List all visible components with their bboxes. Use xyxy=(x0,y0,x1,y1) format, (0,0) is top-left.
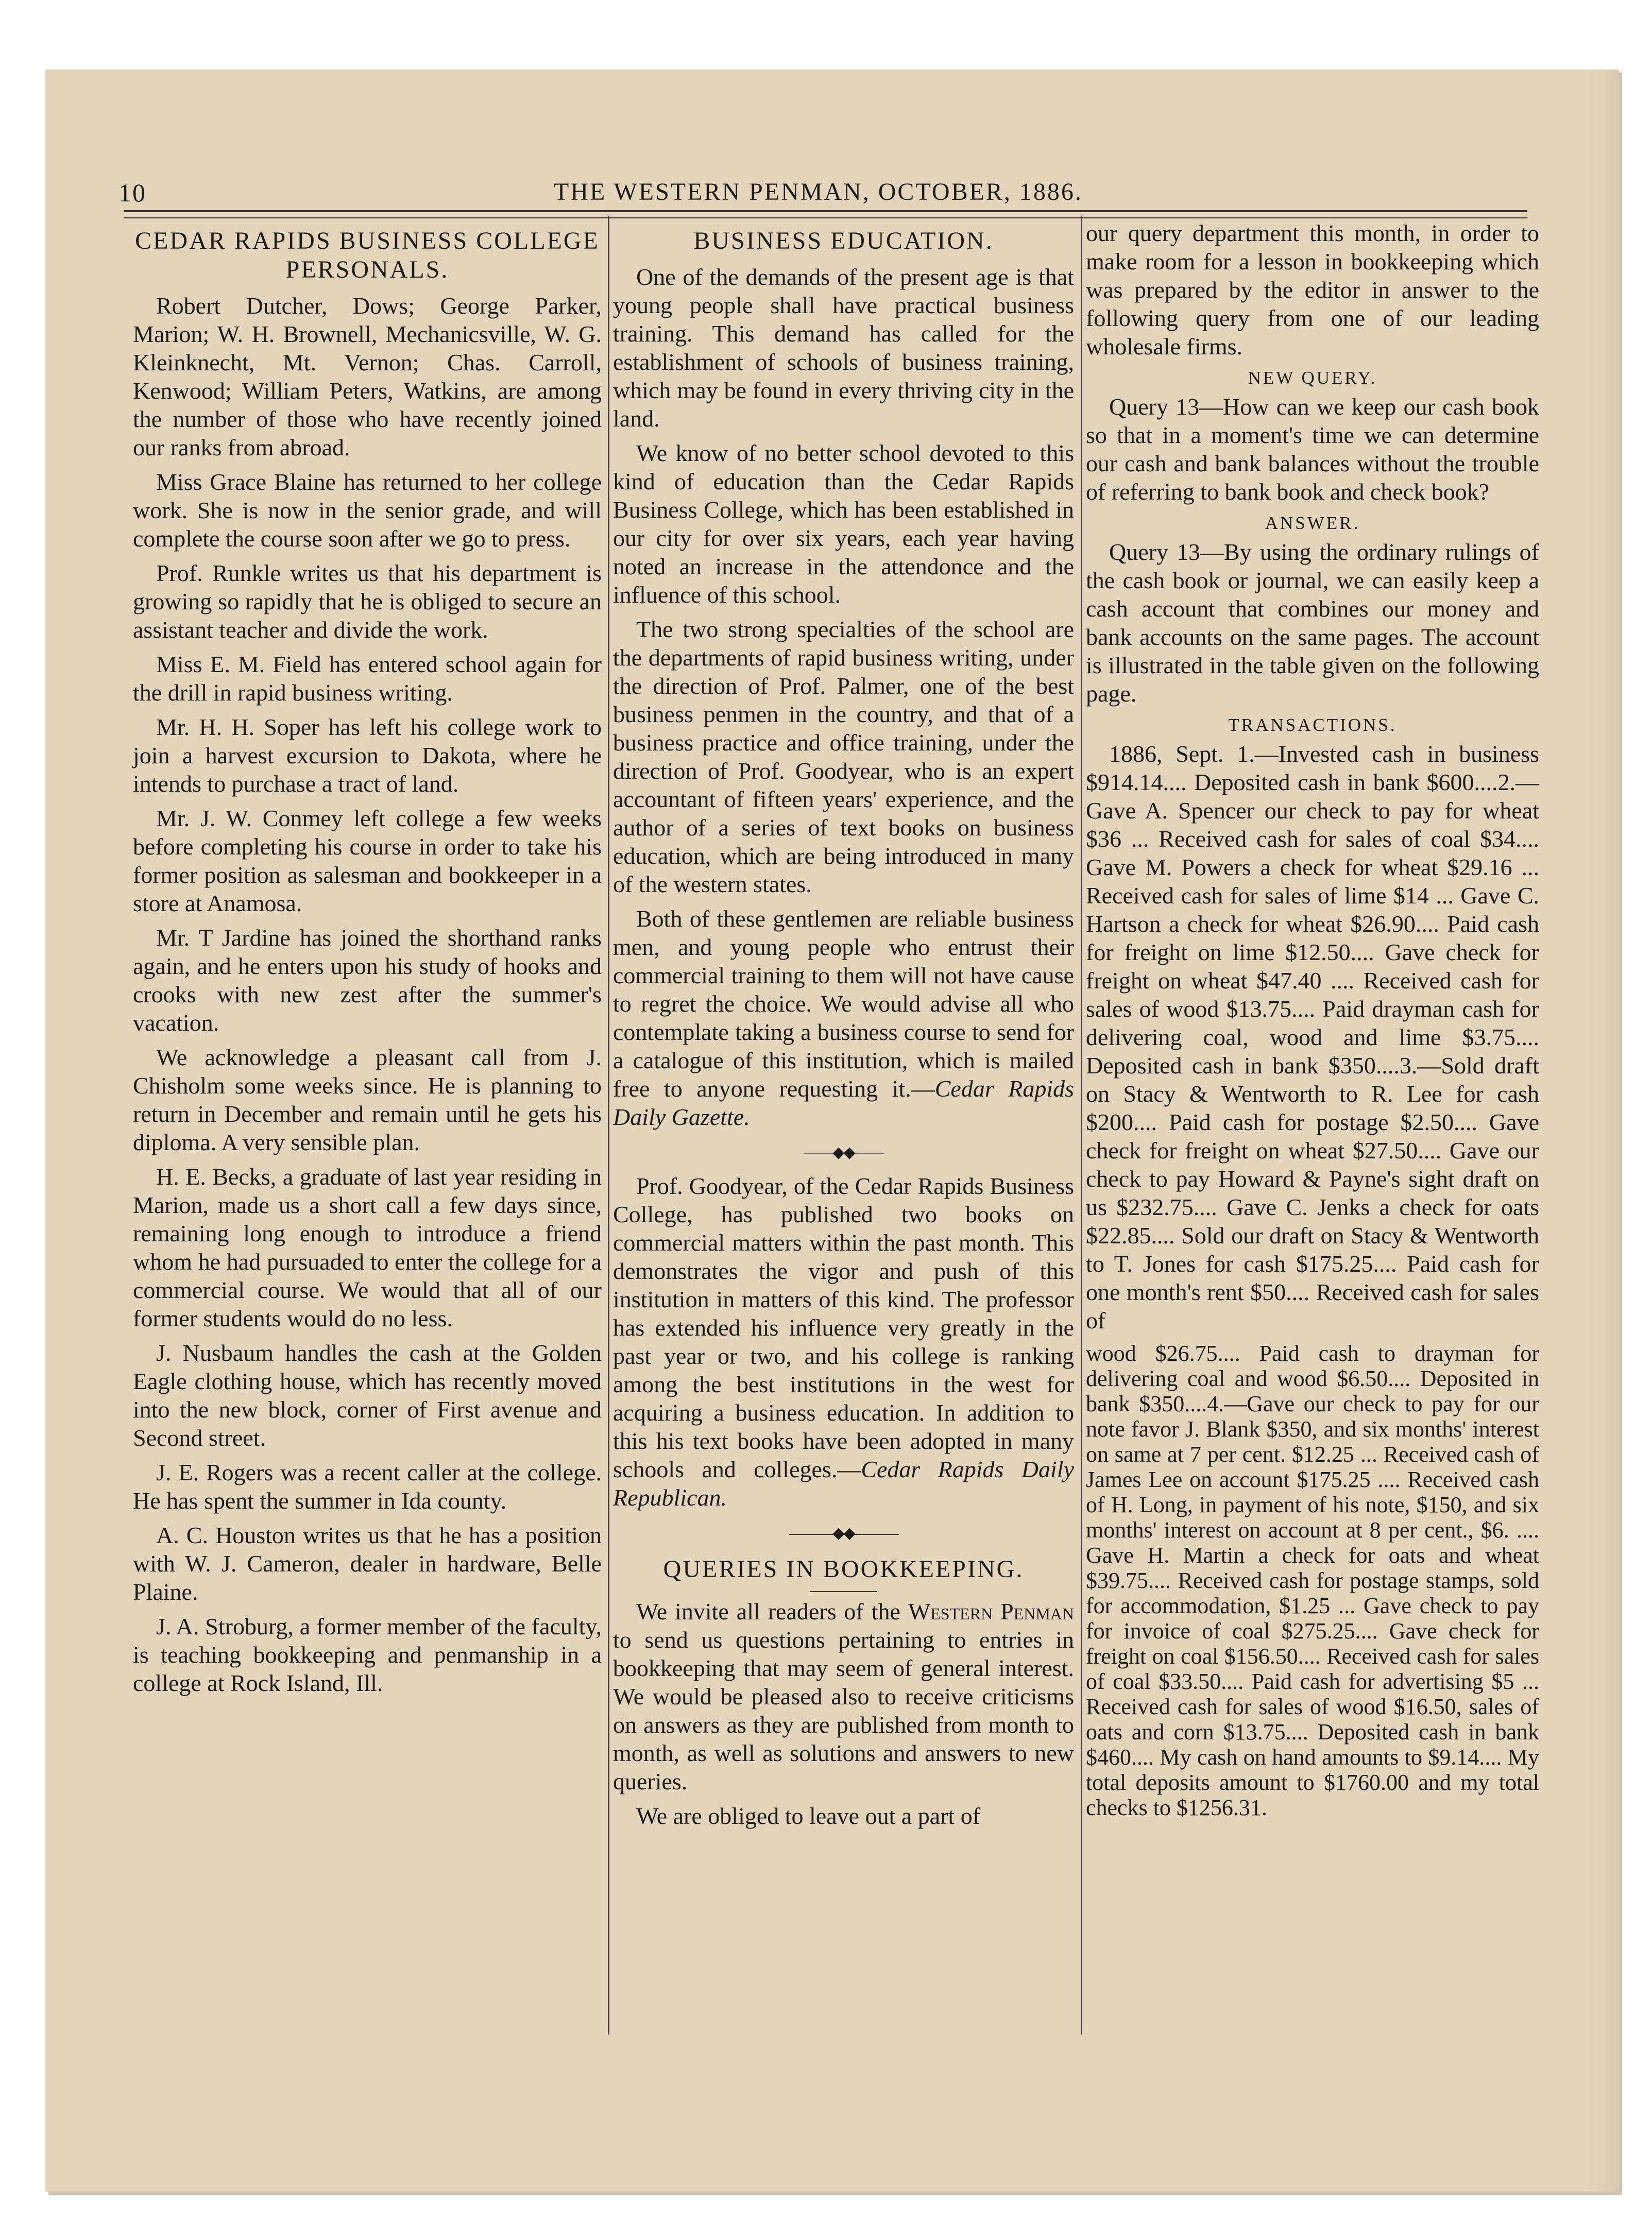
column-personals xyxy=(133,219,602,1703)
paragraph: Mr. H. H. Soper has left his college work to join a harvest excursion to Dakota, where he intends to purchase a tract of land. xyxy=(133,714,602,797)
paragraph: J. A. Stroburg, a former member of the faculty, is teaching bookkeeping and penmanship in a college at Rock Island, Ill. xyxy=(133,1613,602,1696)
paragraph: Query 13—How can we keep our cash book so that in a moment's time we can determine our cash and bank balances without the trouble of referring to bank book and check book? xyxy=(1086,394,1539,505)
paragraph: One of the demands of the present age is that young people shall have practical business training. This demand has called for the establishment of schools of business training, which may be found in every thriving city in the land. xyxy=(613,264,1074,432)
column-business-education xyxy=(613,219,1074,1836)
headline-personals: CEDAR RAPIDS BUSINESS COLLEGE PERSONALS. xyxy=(135,227,600,283)
label-answer: ANSWER. xyxy=(1265,513,1360,533)
paragraph: H. E. Becks, a graduate of last year residing in Marion, made us a short call a few days since, remaining long enough to introduce a friend whom he had pursuaded to enter the college for a commercial course. We would that all of our former students would do no less. xyxy=(133,1164,602,1331)
paragraph: Both of these gentlemen are reliable business men, and young people who entrust their commercial training to them will not have cause to regret the choice. We would advise all who contemplate taking a business course to send for a catalogue of this institution, which is mailed free to anyone requesting it.—Cedar Rapids Daily Gazette. xyxy=(613,905,1075,1130)
paragraph: J. Nusbaum handles the cash at the Golden Eagle clothing house, which has recently moved into the new block, corner of First avenue and Second street. xyxy=(133,1340,602,1451)
paragraph-text: We invite all readers of the xyxy=(636,1598,900,1625)
paragraph: Prof. Goodyear, of the Cedar Rapids Business College, has published two books on commercial matters within the past month. This demonstrates the vigor and push of this institution in matters of this kind. The professor has extended his influence very greatly in the past year or two, and his college is ranking among the best institutions in the west for acquiring a business education. In addition to this his text books have been adopted in many schools and colleges.—Cedar Rapids Daily Republican. xyxy=(613,1173,1074,1511)
paragraph: Robert Dutcher, Dows; George Parker, Marion; W. H. Brownell, Mechanicsville, W. G. Kleinknecht, Mt. Vernon; Chas. Carroll, Kenwood; William Peters, Watkins, are among the number of those who have recently joined our ranks from abroad. xyxy=(133,293,602,460)
column-queries-continued xyxy=(1086,219,1539,1826)
short-rule xyxy=(810,1591,877,1592)
paragraph: J. E. Rogers was a recent caller at the college. He has spent the summer in Ida county. xyxy=(133,1459,602,1514)
ornament-divider: ——◆◆—— xyxy=(804,1144,883,1161)
attribution-republican: Cedar Rapids Daily Republican. xyxy=(613,1456,1074,1511)
page-number: 10 xyxy=(118,178,146,207)
paragraph: We acknowledge a pleasant call from J. Chisholm some weeks since. He is planning to return in December and remain until he gets his diploma. A very sensible plan. xyxy=(133,1044,602,1155)
label-new-query: NEW QUERY. xyxy=(1248,368,1377,388)
ornament-divider: ———◆◆——— xyxy=(789,1525,898,1542)
headline-queries: QUERIES IN BOOKKEEPING. xyxy=(663,1556,1024,1583)
paragraph: We know of no better school devoted to this kind of education than the Cedar Rapids Business College, which has been established in our city for over six years, each year having noted an increase in the attendonce and the influence of this school. xyxy=(613,440,1074,608)
page-header xyxy=(118,106,1525,207)
paragraph: We are obliged to leave out a part of xyxy=(636,1803,981,1829)
headline-business-education: BUSINESS EDUCATION. xyxy=(693,227,994,254)
paragraph: Mr. J. W. Conmey left college a few weeks before completing his course in order to take his former position as salesman and bookkeeper in a store at Anamosa. xyxy=(133,805,602,916)
paragraph: The two strong specialties of the school are the departments of rapid business writing, under the direction of Prof. Palmer, one of the best business penmen in the country, and that of a business practice and office training, under the direction of Prof. Goodyear, who is an expert accountant of fifteen years' experience, and the author of a series of text books on business education, which are being introduced in many of the western states. xyxy=(613,616,1074,897)
paragraph xyxy=(613,1597,1074,1796)
paragraph: A. C. Houston writes us that he has a position with W. J. Cameron, dealer in hardware, Belle Plaine. xyxy=(133,1522,602,1605)
attribution-gazette: Cedar Rapids Daily Gazette. xyxy=(613,1075,1075,1130)
label-transactions: TRANSACTIONS. xyxy=(1228,715,1397,735)
magazine-name: Western Penman xyxy=(908,1598,1075,1625)
header-rule xyxy=(124,210,1527,218)
paragraph: Query 13—By using the ordinary rulings of the cash book or journal, we can easily keep a cash account that combines our money and bank accounts on the same pages. The account is illustrated in the table given on the following page. xyxy=(1086,539,1539,707)
paragraph: wood $26.75.... Paid cash to drayman for delivering coal and wood $6.50.... Deposited in bank $350....4.—Gave our check to pay for our note favor J. Blank $350, and six months' interest on same at 7 per cent. $12.25 ... Received cash of James Lee on account $175.25 .... Received cash of H. Long, in payment of his note, $150, and six months' interest on account at 8 per cent., $6. .... Gave H. Martin a check for oats and wheat $39.75.... Received cash for postage stamps, sold for accommodation, $1.25 ... Gave check to pay for invoice of coal $275.25.... Gave check for freight on coal $156.50.... Received cash for sales of coal $33.50.... Paid cash for advertising $5 ... Received cash for sales of wood $16.50, sales of oats and corn $13.75.... Deposited cash in bank $460.... My cash on hand amounts to $9.14.... My total deposits amount to $1760.00 and my total checks to $1256.31. xyxy=(1086,1341,1539,1820)
paragraph: Miss E. M. Field has entered school again for the drill in rapid business writing. xyxy=(133,651,602,706)
column-divider-1 xyxy=(608,216,609,2035)
paragraph-text: Both of these gentlemen are reliable business men, and young people who entrust their commercial training to them will not have cause to regret the choice. We would advise all who contemplate taking a business course to send for a catalogue of this institution, which is mailed free to anyone requesting it. xyxy=(613,905,1074,1102)
page-edge-shadow xyxy=(1588,70,1619,2192)
column-divider-2 xyxy=(1081,216,1082,2035)
paragraph: our query department this month, in order to make room for a lesson in bookkeeping which was prepared by the editor in answer to the following query from one of our leading wholesale firms. xyxy=(1086,220,1539,360)
paragraph: Mr. T Jardine has joined the shorthand ranks again, and he enters upon his study of hooks and crooks with new zest after the summer's vacation. xyxy=(133,925,602,1036)
paragraph: Prof. Runkle writes us that his department is growing so rapidly that he is obliged to secure an assistant teacher and divide the work. xyxy=(133,560,602,643)
paragraph-text: Prof. Goodyear, of the Cedar Rapids Business College, has published two books on commercial matters within the past month. This demonstrates the vigor and push of this institution in matters of this kind. The professor has extended his influence very greatly in the past year or two, and his college is ranking among the best institutions in the west for acquiring a business education. In addition to this his text books have been adopted in many schools and colleges. xyxy=(613,1173,1074,1482)
paragraph-text: to send us questions pertaining to entries in bookkeeping that may seem of general interest. We would be pleased also to receive criticisms on answers as they are published from month to month, as well as solutions and answers to new queries. xyxy=(613,1627,1074,1794)
paragraph: 1886, Sept. 1.—Invested cash in business $914.14.... Deposited cash in bank $600....2.—Gave A. Spencer our check to pay for wheat $36 ... Received cash for sales of coal $34.... Gave M. Powers a check for wheat $29.16 ... Received cash for sales of lime $14 ... Gave C. Hartson a check for wheat $26.90.... Paid cash for freight on lime $12.50.... Gave check for freight on wheat $47.40 .... Received cash for sales of wood $13.75.... Paid drayman cash for delivering coal, wood and lime $3.75.... Deposited cash in bank $350....3.—Sold draft on Stacy & Wentworth to R. Lee for cash $200.... Paid cash for postage $2.50.... Gave check for freight on wheat $27.50.... Gave our check to pay Howard & Payne's sight draft on us $232.75.... Gave C. Jenks a check for oats $22.85.... Sold our draft on Stacy & Wentworth to T. Jones for cash $175.25.... Paid cash for one month's rent $50.... Received cash for sales of xyxy=(1086,741,1539,1334)
running-title: THE WESTERN PENMAN, OCTOBER, 1886. xyxy=(554,178,1083,206)
paragraph: Miss Grace Blaine has returned to her college work. She is now in the senior grade, and will complete the course soon after we go to press. xyxy=(133,469,602,552)
